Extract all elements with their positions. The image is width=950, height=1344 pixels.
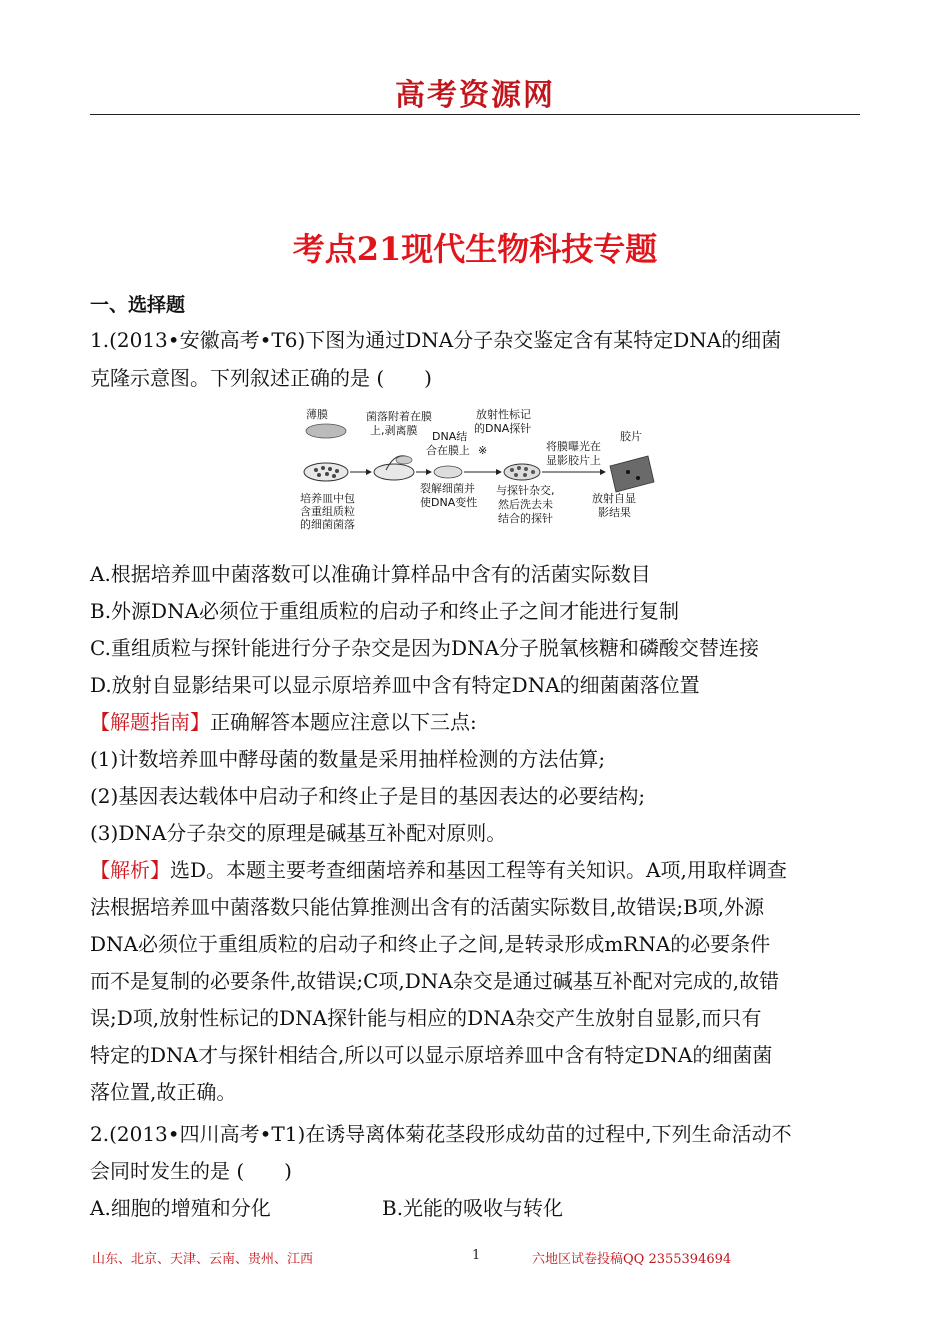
guide-point-1: (1)计数培养皿中酵母菌的数量是采用抽样检测的方法估算;: [90, 747, 606, 771]
q1-option-d: D.放射自显影结果可以显示原培养皿中含有特定DNA的细菌菌落位置: [90, 673, 700, 697]
petri-dish-peel-icon: [374, 464, 414, 480]
membrane-bound-icon: [434, 466, 462, 478]
q2-option-b: B.光能的吸收与转化: [382, 1196, 564, 1220]
membrane-shape: [306, 424, 346, 438]
q1-stem-line1: 1.(2013•安徽高考•T6)下图为通过DNA分子杂交鉴定含有某特定DNA的细菌: [90, 328, 782, 352]
petri-dish-icon: [304, 463, 348, 481]
guide-point-2: (2)基因表达载体中启动子和终止子是目的基因表达的必要结构;: [90, 784, 646, 808]
fig-label-probe-2: 的DNA探针: [474, 422, 532, 435]
analysis-line: 误;D项,放射性标记的DNA探针能与相应的DNA杂交产生放射自显影,而只有: [90, 1006, 762, 1030]
probe-icon: ※: [478, 444, 488, 457]
guide-point-3: (3)DNA分子杂交的原理是碱基互补配对原则。: [90, 821, 507, 845]
guide-intro: 正确解答本题应注意以下三点:: [210, 710, 477, 734]
fig-label-dna-bind-2: 合在膜上: [426, 444, 470, 457]
q2-option-a: A.细胞的增殖和分化: [90, 1196, 271, 1220]
q2-stem-line2: 会同时发生的是 ( ): [90, 1159, 292, 1183]
fig-label-attach-1: 菌落附着在膜: [366, 410, 432, 423]
header-logo: 高考资源网: [395, 78, 555, 113]
q1-guide: [90, 708, 860, 736]
q1-option-a: A.根据培养皿中菌落数可以准确计算样品中含有的活菌实际数目: [90, 562, 651, 586]
analysis-line: 特定的DNA才与探针相结合,所以可以显示原培养皿中含有特定DNA的细菌菌: [90, 1043, 773, 1067]
q1-stem-line2: 克隆示意图。下列叙述正确的是 ( ): [90, 366, 432, 390]
fig-label-expose-1: 将膜曝光在: [546, 440, 601, 453]
q2-stem-line1: 2.(2013•四川高考•T1)在诱导离体菊花茎段形成幼苗的过程中,下列生命活动不: [90, 1122, 792, 1146]
analysis-first-line: [90, 856, 860, 884]
analysis-first: 选D。本题主要考查细菌培养和基因工程等有关知识。A项,用取样调查: [170, 858, 787, 882]
fig-label-film: 胶片: [620, 430, 642, 443]
fig-label-lyse-1: 裂解细菌并: [420, 482, 475, 495]
fig-label-hybrid-3: 结合的探针: [498, 512, 553, 525]
fig-label-probe-1: 放射性标记: [476, 408, 531, 421]
analysis-line: DNA必须位于重组质粒的启动子和终止子之间,是转录形成mRNA的必要条件: [90, 932, 771, 956]
q1-figure: [298, 406, 658, 532]
fig-label-dna-bind-1: DNA结: [432, 430, 468, 443]
analysis-tag: 【解析】: [90, 858, 170, 882]
analysis-line: 落位置,故正确。: [90, 1080, 237, 1104]
page-title: 考点21现代生物科技专题: [292, 230, 658, 268]
film-icon: [610, 456, 654, 492]
fig-label-membrane: 薄膜: [306, 408, 328, 421]
fig-label-plate-3: 的细菌菌落: [300, 518, 355, 531]
analysis-line: 而不是复制的必要条件,故错误;C项,DNA杂交是通过碱基互补配对完成的,故错: [90, 969, 780, 993]
fig-label-result-2: 影结果: [598, 506, 631, 519]
guide-tag: 【解题指南】: [90, 710, 210, 734]
footer-page-number: 1: [472, 1248, 481, 1263]
fig-label-expose-2: 显影胶片上: [546, 454, 601, 467]
fig-label-attach-2: 上,剥离膜: [370, 424, 418, 437]
section-heading: 一、选择题: [90, 294, 186, 316]
fig-label-hybrid-2: 然后洗去未: [498, 498, 553, 511]
fig-label-plate-2: 含重组质粒: [300, 505, 355, 518]
fig-label-plate-1: 培养皿中包: [300, 492, 355, 505]
header-divider: [90, 114, 860, 115]
fig-label-hybrid-1: 与探针杂交,: [496, 484, 555, 497]
q1-option-c: C.重组质粒与探针能进行分子杂交是因为DNA分子脱氧核糖和磷酸交替连接: [90, 636, 759, 660]
footer-contact: 六地区试卷投稿QQ 2355394694: [532, 1252, 732, 1267]
q1-option-b: B.外源DNA必须位于重组质粒的启动子和终止子之间才能进行复制: [90, 599, 680, 623]
fig-label-lyse-2: 使DNA变性: [420, 496, 478, 509]
footer-regions: 山东、北京、天津、云南、贵州、江西: [92, 1252, 314, 1267]
fig-label-result-1: 放射自显: [592, 492, 636, 505]
analysis-line: 法根据培养皿中菌落数只能估算推测出含有的活菌实际数目,故错误;B项,外源: [90, 895, 765, 919]
